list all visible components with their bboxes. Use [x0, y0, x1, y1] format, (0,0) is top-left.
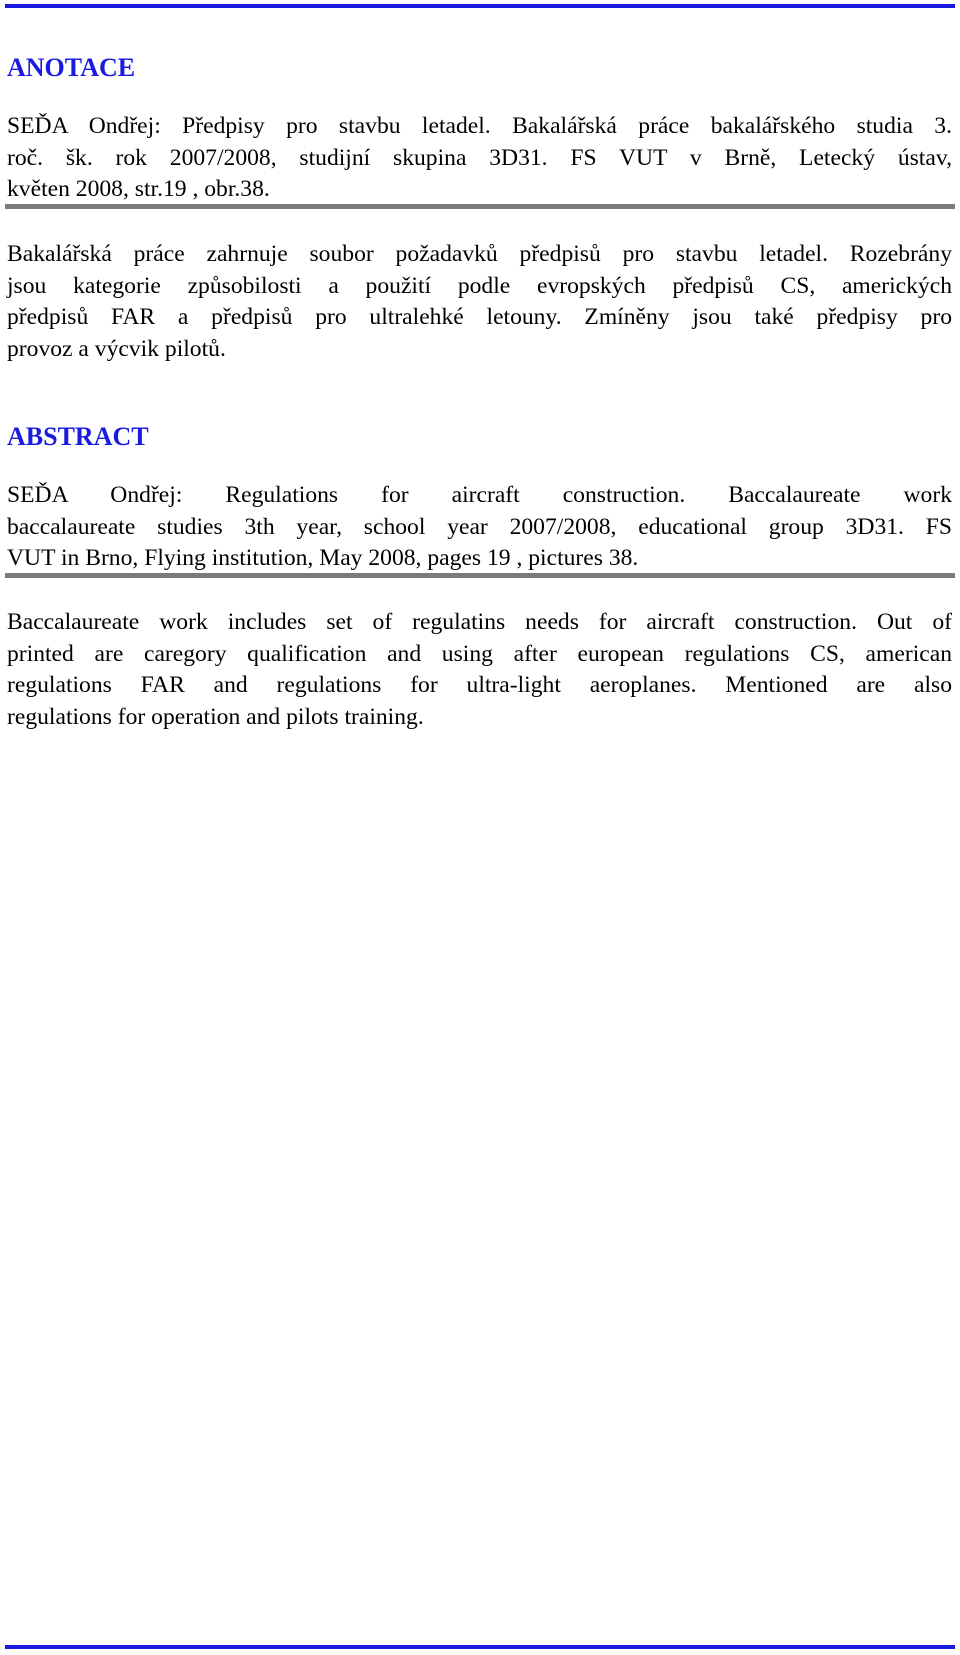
anotace-citation-line: květen 2008, str.19 , obr.38. [7, 176, 270, 202]
anotace-body-line: Bakalářská práce zahrnuje soubor požadavků předpisů pro stavbu letadel. Rozebrány [7, 241, 952, 267]
anotace-separator [5, 204, 955, 209]
top-rule [5, 4, 955, 8]
abstract-body-line: regulations FAR and regulations for ultra-light aeroplanes. Mentioned are also [7, 672, 952, 698]
abstract-citation-line: SEĎA Ondřej: Regulations for aircraft construction. Baccalaureate work [7, 482, 952, 508]
abstract-body [7, 607, 952, 733]
abstract-body-line: regulations for operation and pilots training. [7, 703, 424, 730]
bottom-rule [5, 1645, 955, 1649]
abstract-body-line: Baccalaureate work includes set of regulatins needs for aircraft construction. Out of [7, 609, 952, 635]
anotace-body-line: provoz a výcvik pilotů. [7, 335, 226, 362]
abstract-citation-line: baccalaureate studies 3th year, school year 2007/2008, educational group 3D31. FS [7, 513, 952, 540]
anotace-citation-line: SEĎA Ondřej: Předpisy pro stavbu letadel. Bakalářská práce bakalářského studia 3. [7, 113, 952, 139]
anotace-body-line: jsou kategorie způsobilosti a použití podle evropských předpisů CS, amerických [7, 272, 952, 299]
anotace-body [7, 239, 952, 365]
abstract-body-line: printed are caregory qualification and using after european regulations CS, american [7, 640, 952, 667]
anotace-citation-line: roč. šk. rok 2007/2008, studijní skupina 3D31. FS VUT v Brně, Letecký ústav, [7, 144, 952, 171]
anotace-citation [7, 111, 952, 206]
abstract-heading: ABSTRACT [7, 422, 149, 451]
abstract-citation-line: VUT in Brno, Flying institution, May 2008, pages 19 , pictures 38. [7, 545, 639, 571]
abstract-citation [7, 480, 952, 575]
anotace-body-line: předpisů FAR a předpisů pro ultralehké letouny. Zmíněny jsou také předpisy pro [7, 304, 952, 330]
abstract-separator [5, 573, 955, 578]
anotace-heading: ANOTACE [7, 53, 136, 82]
